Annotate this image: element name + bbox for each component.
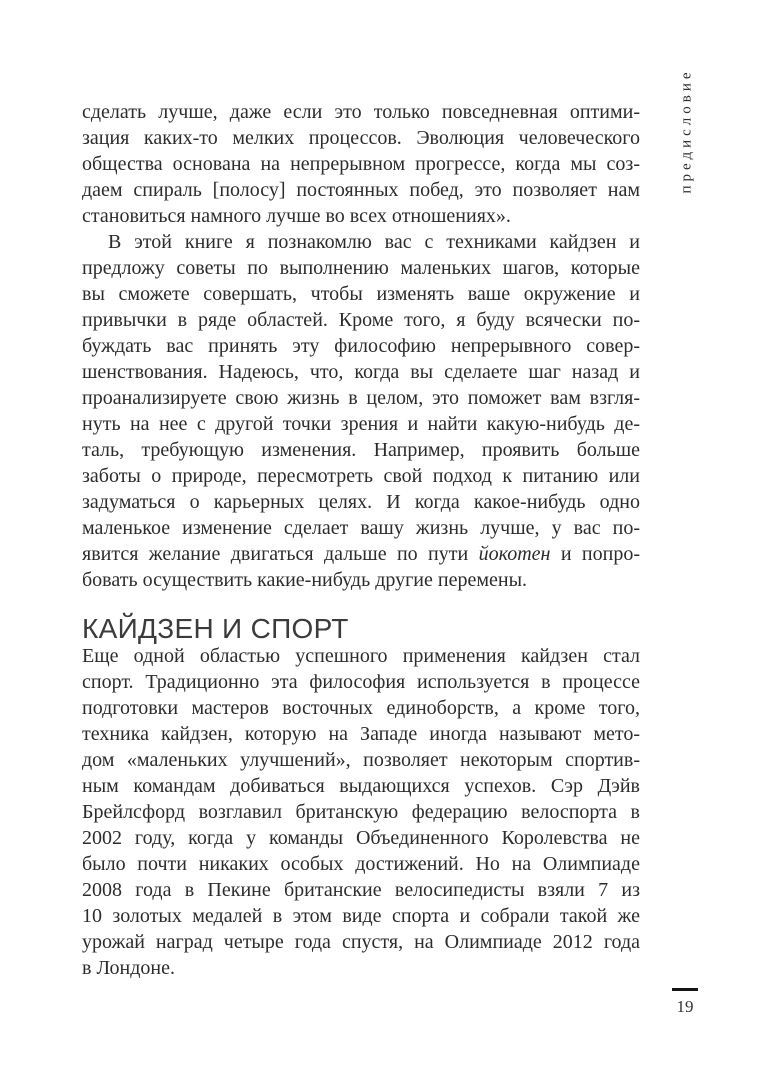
text-block — [82, 99, 640, 981]
text-line: вы сможете совершать, чтобы изменять ваше окружение и — [82, 283, 640, 305]
text-line: 10 золотых медалей в этом виде спорта и собрали такой же — [82, 905, 640, 927]
text-line — [82, 541, 640, 567]
text-line: подготовки мастеров восточных единоборств, а кроме того, — [82, 697, 640, 719]
text-line: 2002 году, когда у команды Объединенного Королевства не — [82, 827, 640, 849]
text-line: даем спираль [полосу] постоянных побед, это позволяет нам — [82, 179, 640, 201]
text-line: 2008 года в Пекине британские велосипедисты взяли 7 из — [82, 879, 640, 901]
text-line: урожай наград четыре года спустя, на Олимпиаде 2012 года — [82, 931, 640, 953]
text-line: Еще одной областью успешного применения кайдзен стал — [82, 645, 640, 667]
text-line: зация каких-то мелких процессов. Эволюция человеческого — [82, 127, 640, 149]
text-line: проанализируете свою жизнь в целом, это поможет вам взгля- — [82, 387, 640, 409]
text-line: задуматься о карьерных целях. И когда какое-нибудь одно — [82, 491, 640, 513]
text-line: маленькое изменение сделает вашу жизнь лучше, у вас по- — [82, 517, 640, 539]
margin-label: предисловие — [678, 68, 695, 194]
folio-rule — [672, 988, 698, 991]
text-line: заботы о природе, пересмотреть свой подход к питанию или — [82, 465, 640, 487]
text-line: В этой книге я познакомлю вас с техниками кайдзен и — [108, 231, 640, 253]
text-line: становиться намного лучше во всех отношениях». — [82, 205, 511, 227]
paragraph — [82, 229, 640, 593]
text-line: привычки в ряде областей. Кроме того, я буду всячески по- — [82, 309, 640, 331]
text-line: в Лондоне. — [82, 957, 175, 979]
text-line: спорт. Традиционно эта философия используется в процессе — [82, 671, 640, 693]
text-line: сделать лучше, даже если это только повседневная оптими- — [82, 101, 640, 123]
text-line: нуть на нее с другой точки зрения и найти какую-нибудь де- — [82, 413, 640, 435]
paragraph — [82, 643, 640, 981]
italic-term: йокотен — [478, 543, 551, 565]
section-heading: КАЙДЗЕН И СПОРТ — [82, 613, 349, 644]
text-line: шенствования. Надеюсь, что, когда вы сделаете шаг назад и — [82, 361, 640, 383]
text-line: бовать осуществить какие-нибудь другие перемены. — [82, 569, 528, 591]
text-line: общества основана на непрерывном прогрессе, когда мы соз- — [82, 153, 640, 175]
text-line: техника кайдзен, которую на Западе иногда называют мето- — [82, 723, 640, 745]
text-segment: и попро- — [550, 543, 640, 565]
text-line: было почти никаких особых достижений. Но на Олимпиаде — [82, 853, 640, 875]
text-line: предложу советы по выполнению маленьких шагов, которые — [82, 257, 640, 279]
paragraph — [82, 99, 640, 229]
text-line: Брейлсфорд возглавил британскую федерацию велоспорта в — [82, 801, 640, 823]
text-line: дом «маленьких улучшений», позволяет некоторым спортив- — [82, 749, 640, 771]
text-segment: явится желание двигаться дальше по пути — [82, 543, 479, 565]
page-number: 19 — [676, 997, 694, 1016]
text-line: ным командам добиваться выдающихся успехов. Сэр Дэйв — [82, 775, 640, 797]
text-line: таль, требующую изменения. Например, проявить больше — [82, 439, 640, 461]
text-line: буждать вас принять эту философию непрерывного совер- — [82, 335, 640, 357]
